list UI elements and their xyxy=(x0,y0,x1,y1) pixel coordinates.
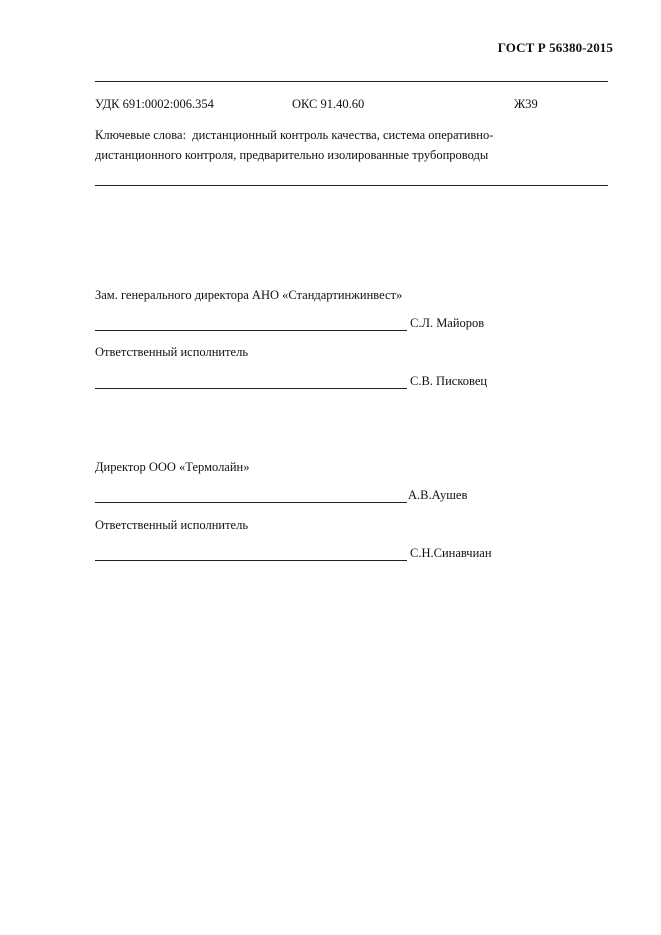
org2-executor-label: Ответственный исполнитель xyxy=(95,518,249,532)
org1-executor-label: Ответственный исполнитель xyxy=(95,345,249,359)
org1-signer-1: С.Л. Майоров xyxy=(410,316,485,330)
org2-signer-1: А.В.Аушев xyxy=(408,488,468,502)
bottom-rule xyxy=(95,185,608,186)
org2-signer-2: С.Н.Синавчиан xyxy=(410,546,492,560)
keywords-label: Ключевые слова: xyxy=(95,128,187,142)
document-code: ГОСТ Р 56380-2015 xyxy=(497,40,613,55)
keywords-block xyxy=(95,125,565,165)
keywords-text: дистанционный контроль качества, система оперативно-дистанционного контроля, предварительно изолированные трубопроводы xyxy=(95,128,494,162)
oks-code: ОКС 91.40.60 xyxy=(292,97,365,111)
org2-signature-line-2 xyxy=(95,560,407,561)
top-rule xyxy=(95,81,608,82)
group-code: Ж39 xyxy=(514,97,538,111)
org1-signer-2: С.В. Писковец xyxy=(410,374,488,388)
udk-code: УДК 691:0002:006.354 xyxy=(95,97,214,111)
org2-position: Директор ООО «Термолайн» xyxy=(95,460,250,474)
org2-signature-line-1 xyxy=(95,502,407,503)
org1-position: Зам. генерального директора АНО «Стандартинжинвест» xyxy=(95,288,403,302)
org1-signature-line-1 xyxy=(95,330,407,331)
org1-signature-line-2 xyxy=(95,388,407,389)
